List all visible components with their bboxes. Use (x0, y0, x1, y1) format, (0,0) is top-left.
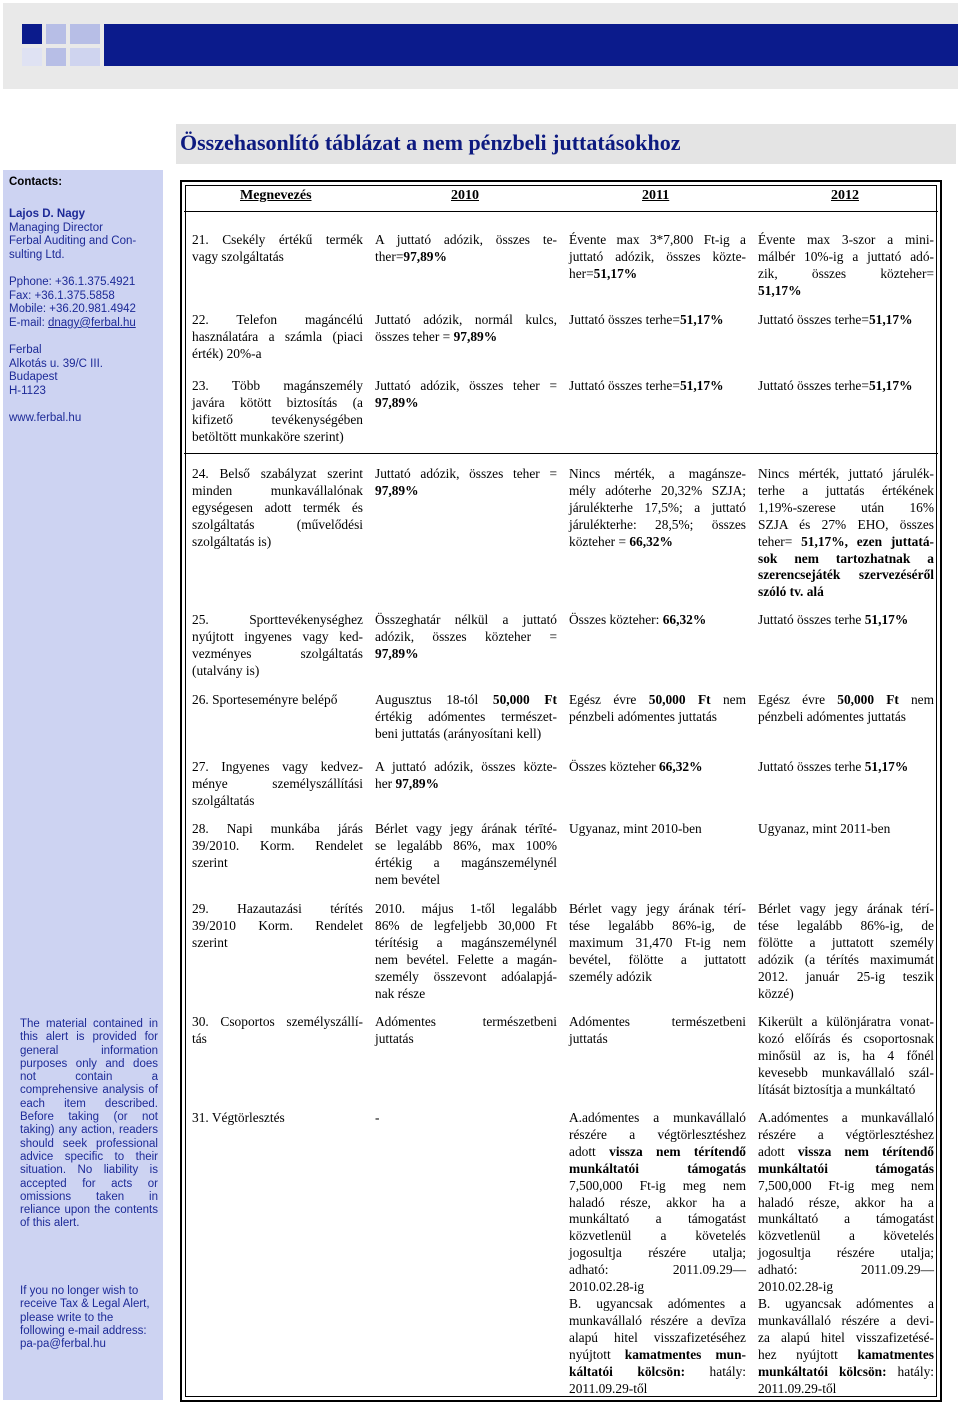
cell-2010: Bérlet vagy jegy árának térīté- se legalább 86%, max 100% értékig a magánszemélynél nem bevétel (375, 821, 557, 887)
cell-2011: Összes közteher 66,32% (569, 759, 703, 774)
cell-2011: Nincs mérték, a magánsze- mély adóterhe 20,32% SZJA; járulékterhe 17,5%; a juttató járulékterhe: 28,5%; összes közteher = 66,32% (569, 466, 746, 549)
logo-square (46, 24, 66, 44)
cell-2012: Juttató összes terhe 51,17% (758, 612, 909, 627)
cell-2012: Egész évre 50,000 Ft nem pénzbeli adómentes juttatás (758, 692, 934, 724)
address-line: H-1123 (9, 384, 46, 397)
sidebar (3, 170, 163, 1400)
cell-2010: Összeghatár nélkül a juttató adózik, összes közteher = 97,89% (375, 612, 557, 661)
address-line: Budapest (9, 371, 58, 384)
contact-email-line (9, 317, 157, 331)
cell-2011: Összes közteher: 66,32% (569, 612, 707, 627)
cell-2010: - (375, 1110, 380, 1125)
cell-2010: Juttató adózik, összes teher = 97,89% (375, 378, 557, 410)
cell-2010: Juttató adózik, normál kulcs, összes teher = 97,89% (375, 312, 557, 344)
cell-2012: Bérlet vagy jegy árának térí- tése legalább 86%-ig, de fölötte a juttatott személy adózik (a térítés maximumát 2012. január 25-ig teszik közzé) (758, 901, 934, 1001)
cell-2010: 2010. május 1-től legalább 86% de legfeljebb 30,000 Ft térítésig a magánszemélynél nem bevétel. Felette a magán- személy összevont adóalapjá- nak része (375, 901, 557, 1001)
logo-square (46, 48, 66, 66)
cell-2012: Ugyanaz, mint 2011-ben (758, 821, 891, 836)
logo-square (70, 24, 100, 44)
cell-2011: Bérlet vagy jegy árának térí- tése legalább 86%-ig, de maximum 31,470 Ft-ig nem bevétel, fölötte a juttatott személy adózik (569, 901, 746, 984)
cell-2010: Adómentes természetbeni juttatás (375, 1014, 557, 1046)
contact-company: sulting Ltd. (9, 248, 65, 261)
cell-2011: Adómentes természetbeni juttatás (569, 1014, 746, 1046)
cell-name: 27. Ingyenes vagy kedvez- ménye személyszállítási szolgáltatás (192, 759, 363, 808)
cell-name: 25. Sporttevékenységhez nyújtott ingyenes vagy ked- vezményes szolgáltatás (utalvány is) (192, 612, 363, 678)
header-rule (184, 211, 938, 212)
cell-name: 21. Csekély értékű termék vagy szolgáltatás (192, 232, 363, 264)
page-title: Összehasonlító táblázat a nem pénzbeli juttatásokhoz (180, 130, 681, 155)
cell-2012: Juttató összes terhe=51,17% (758, 378, 913, 393)
cell-name: 29. Hazautazási térítés 39/2010 Korm. Rendelet szerint (192, 901, 363, 950)
column-header-2011: 2011 (642, 188, 670, 203)
cell-name: 24. Belső szabályzat szerint minden munkavállalónak egységesen adott termék és szolgáltatás (művelődési szolgáltatás is) (192, 466, 363, 549)
contact-name: Lajos D. Nagy (9, 208, 86, 220)
cell-2010: Juttató adózik, összes teher = 97,89% (375, 466, 557, 498)
cell-name: 23. Több magánszemély javára kötött biztosítás (a kifizető tevékenységében betöltött munkaköre szerint) (192, 378, 363, 444)
contact-phone: Pphone: +36.1.375.4921 (9, 275, 136, 288)
cell-2010: Augusztus 18-tól 50,000 Ft értékig adómentes természet- beni juttatás (arányosítani kell) (375, 692, 558, 741)
cell-2011: Egész évre 50,000 Ft nem pénzbeli adómentes juttatás (569, 692, 746, 724)
cell-2012: Juttató összes terhe 51,17% (758, 759, 909, 774)
unsubscribe-text: If you no longer wish to receive Tax & Legal Alert, please write to the following e-mail address: pa-pa@ferbal.hu (20, 1285, 150, 1351)
cell-name: 26. Sporteseményre belépő (192, 692, 338, 707)
header-blue-band (104, 24, 958, 66)
cell-2011: Juttató összes terhe=51,17% (569, 312, 724, 327)
logo-square (22, 24, 42, 44)
cell-name: 28. Napi munkába járás 39/2010. Korm. Rendelet szerint (192, 821, 363, 870)
cell-2011: Juttató összes terhe=51,17% (569, 378, 724, 393)
cell-2012: A.adómentes a munkavállaló részére a végtörlesztéshez adott vissza nem térítendő munkáltatói támogatás 7,500,000 Ft-ig meg nem haladó része, akkor ha a munkáltató a támogatást közvetlenül a követelés jogosultja részére utalja; adható: 2011.09.29— 2010.02.28-ig B. ugyancsak adómentes a munkavállaló részére a devi- za alapú hitel visszafizetésé- hez nyújtott kamatmentes munkáltatói kölcsön: hatály: 2011.09.29-től (758, 1110, 934, 1396)
contact-email-label: E-mail: (9, 316, 48, 329)
contact-email-link[interactable]: dnagy@ferbal.hu (47, 316, 136, 329)
logo-square (70, 48, 100, 66)
cell-2012: Évente max 3-szor a mini- málbér 10%-ig a juttató adó- zik, összes közteher= 51,17% (758, 232, 934, 298)
cell-2011: Ugyanaz, mint 2010-ben (569, 821, 702, 836)
cell-2010: A juttató adózik, összes közte- her 97,89% (375, 759, 557, 791)
cell-2011: A.adómentes a munkavállaló részére a végtörlesztéshez adott vissza nem térítendő munkáltatói támogatás 7,500,000 Ft-ig meg nem haladó része, akkor ha a munkáltató a támogatást közvetlenül a követelés jogosultja részére utalja; adható: 2011.09.29— 2010.02.28-ig B. ugyancsak adómentes a munkavállaló részére a devīza alapú hitel visszafizetéséhez nyújtott kamatmentes mun- káltatói kölcsön: hatály: 2011.09.29-től (569, 1110, 747, 1396)
column-header-2010: 2010 (451, 188, 479, 203)
website-link[interactable]: www.ferbal.hu (9, 411, 82, 424)
cell-2011: Évente max 3*7,800 Ft-ig a juttató adózik, összes közte- her=51,17% (569, 232, 746, 281)
cell-2012: Juttató összes terhe=51,17% (758, 312, 913, 327)
cell-2010: A juttató adózik, összes te- ther=97,89% (375, 232, 557, 264)
contact-position: Managing Director (9, 221, 103, 234)
header-band (0, 0, 960, 92)
column-header-2012: 2012 (831, 188, 859, 203)
contact-fax: Fax: +36.1.375.5858 (9, 289, 115, 302)
column-header-name: Megnevezés (240, 188, 312, 203)
cell-2012: Nincs mérték, juttató járulék- terhe a juttatás értékének 1,19%-szerese után 16% SZJA és 27% EHO, összes teher= 51,17%, ezen juttatá- sok nem tartozhatnak a szerencsejáték szervezéséről szóló tv. alá (758, 466, 934, 600)
cell-2012: Kikerült a különjáratra vonat- kozó előírás és csoportosnak minősül az is, ha 4 főnél kevesebb munkavállaló szál- lítását biztosítja a munkáltató (758, 1014, 934, 1097)
contact-mobile: Mobile: +36.20.981.4942 (9, 303, 136, 316)
disclaimer-text: The material contained in this alert is provided for general information purposes only and does not contain a comprehensive analysis of each item described. Before taking (or not taking) any action, readers should seek professional advice specific to their situation. No liability is accepted for acts or omissions taken in reliance upon the contents of this alert. (20, 1018, 158, 1230)
contacts-label: Contacts: (9, 176, 63, 188)
address-line: Ferbal (9, 343, 42, 356)
logo-square (22, 48, 42, 66)
cell-name: 31. Végtörlesztés (192, 1110, 285, 1125)
contact-block (9, 208, 157, 426)
address-line: Alkotás u. 39/C III. (9, 357, 103, 370)
cell-name: 22. Telefon magáncélú használatára a számla (piaci érték) 20%-a (192, 312, 363, 361)
contact-company: Ferbal Auditing and Con- (9, 235, 137, 248)
cell-name: 30. Csoportos személyszállí- tás (192, 1014, 363, 1046)
row-rule (184, 453, 938, 454)
